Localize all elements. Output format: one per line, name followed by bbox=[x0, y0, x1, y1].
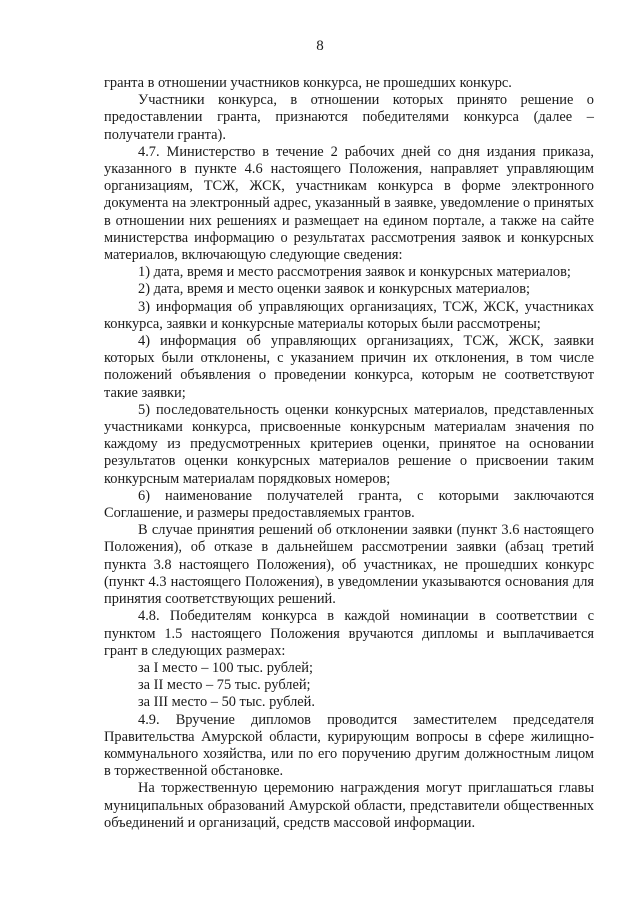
list-item-3: 3) информация об управляющих организациях, ТСЖ, ЖСК, участниках конкурса, заявки и конкурсные материалы которых были рассмотрены; bbox=[104, 298, 594, 332]
paragraph-4-9: 4.9. Вручение дипломов проводится заместителем председателя Правительства Амурской области, курирующим вопросы в сфере жилищно-коммунального хозяйства, или по его поручению другим должностным лицом в торжественной обстановке. bbox=[104, 711, 594, 780]
list-item-4: 4) информация об управляющих организациях, ТСЖ, ЖСК, заявки которых были отклонены, с указанием причин их отклонения, в том числе положений объявления о проведении конкурса, которым не соответствуют такие заявки; bbox=[104, 333, 594, 401]
prize-third-place: за III место – 50 тыс. рублей. bbox=[138, 694, 315, 711]
paragraph-4-8: 4.8. Победителям конкурса в каждой номинации в соответствии с пунктом 1.5 настоящего Положения вручаются дипломы и выплачивается грант в следующих размерах: bbox=[104, 608, 594, 659]
document-body bbox=[104, 75, 594, 832]
paragraph-ceremony-invitees: На торжественную церемонию награждения могут приглашаться главы муниципальных образований Амурской области, представители общественных объединений и организаций, средств массовой информации. bbox=[104, 780, 594, 831]
prize-second-place: за II место – 75 тыс. рублей; bbox=[138, 677, 311, 694]
paragraph-4-7: 4.7. Министерство в течение 2 рабочих дней со дня издания приказа, указанного в пункте 4.6 настоящего Положения, направляет управляющим организациям, ТСЖ, ЖСК, участникам конкурса в форме электронного документа на электронный адрес, указанный в заявке, уведомление о принятых в отношении них решениях и размещает на едином портале, а также на сайте министерства информацию о результатах рассмотрения заявок и конкурсных материалов, включающую следующие сведения: bbox=[104, 143, 594, 264]
paragraph-winners-definition: Участники конкурса, в отношении которых принято решение о предоставлении гранта, признаются победителями конкурса (далее – получатели гранта). bbox=[104, 92, 594, 143]
list-item-1: 1) дата, время и место рассмотрения заявок и конкурсных материалов; bbox=[138, 264, 571, 281]
paragraph-rejection-notice: В случае принятия решений об отклонении заявки (пункт 3.6 настоящего Положения), об отказе в дальнейшем рассмотрении заявки (абзац третий пункта 3.8 настоящего Положения), об участниках, не прошедших конкурс (пункт 4.3 настоящего Положения), в уведомлении указываются основания для принятия соответствующих решений. bbox=[104, 522, 594, 608]
page-number: 8 bbox=[316, 38, 324, 54]
prize-first-place: за I место – 100 тыс. рублей; bbox=[138, 659, 313, 676]
list-item-6: 6) наименование получателей гранта, с которыми заключаются Соглашение, и размеры предоставляемых грантов. bbox=[104, 487, 594, 522]
paragraph-continuation: гранта в отношении участников конкурса, не прошедших конкурс. bbox=[104, 75, 512, 91]
list-item-5: 5) последовательность оценки конкурсных материалов, представленных участниками конкурса, присвоенные конкурсным материалам значения по каждому из предусмотренных критериев оценки, принятое на основании результатов оценки конкурсных материалов решение о присвоении таким конкурсным материалам порядковых номеров; bbox=[104, 401, 594, 487]
list-item-2: 2) дата, время и место оценки заявок и конкурсных материалов; bbox=[138, 281, 531, 298]
